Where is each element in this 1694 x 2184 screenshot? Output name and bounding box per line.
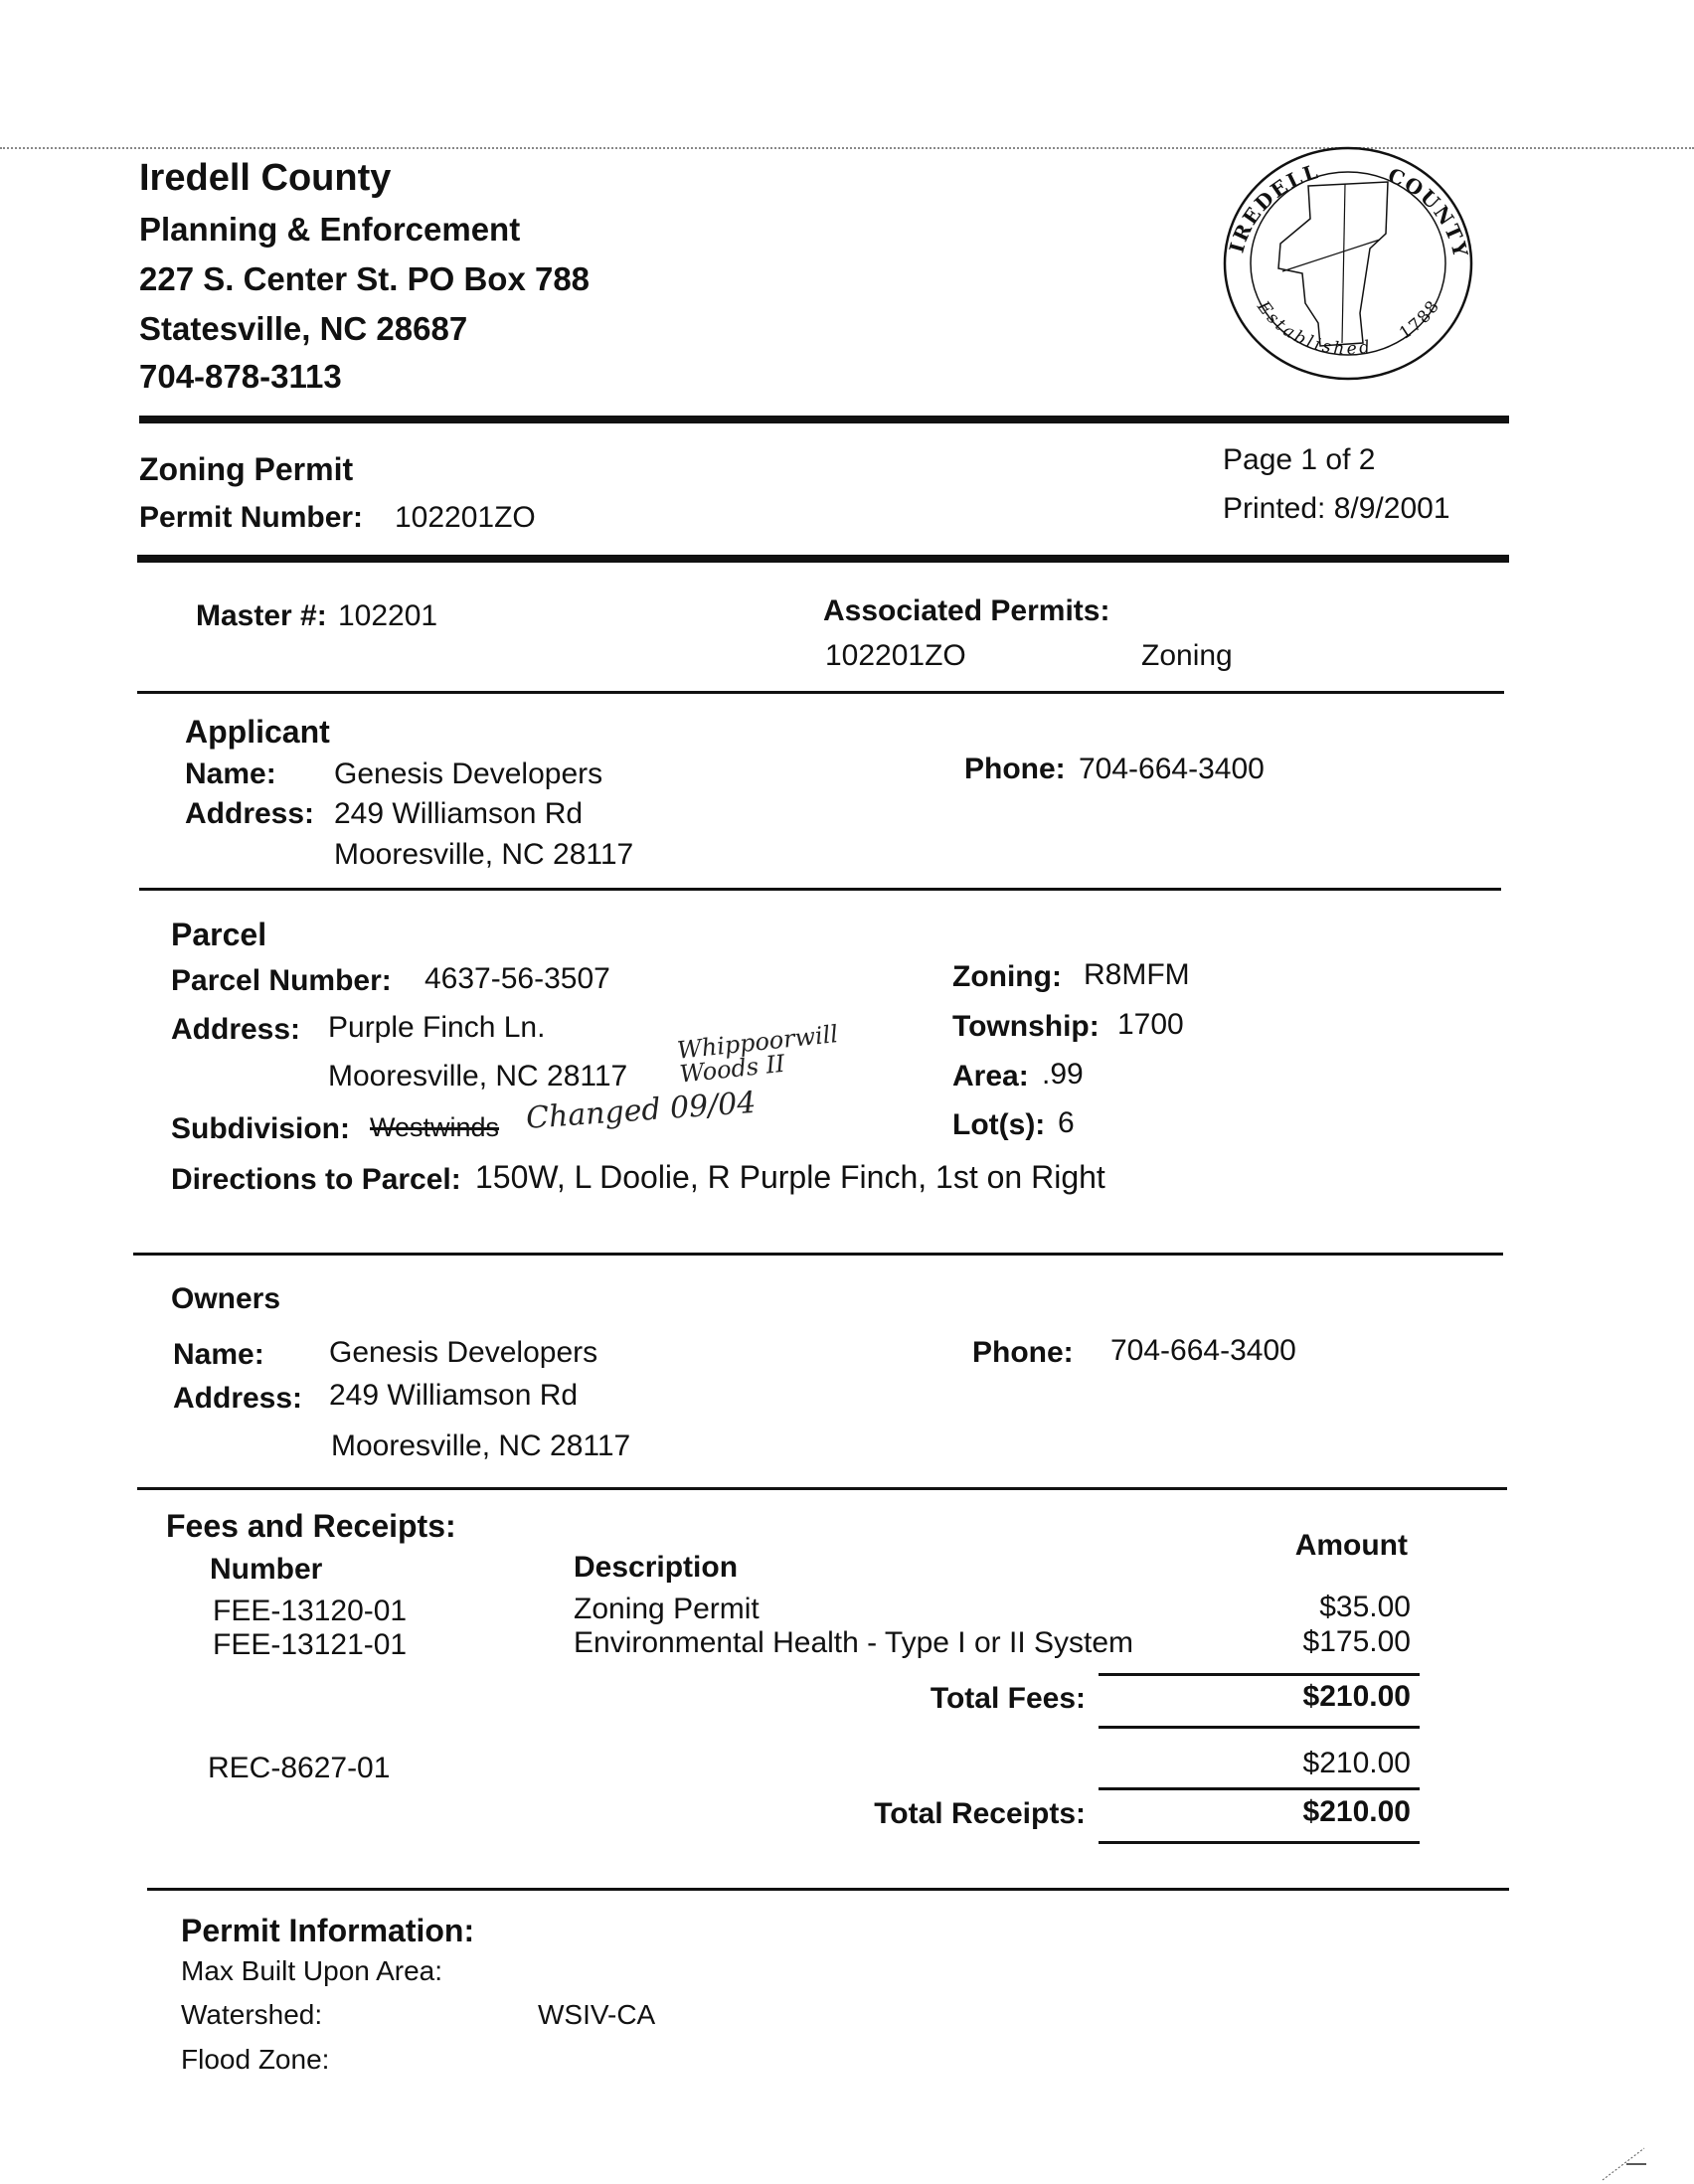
total-fees-label: Total Fees: [930, 1682, 1086, 1715]
agency-department: Planning & Enforcement [139, 211, 521, 248]
scan-corner-mark [1601, 2142, 1660, 2182]
associated-permit-type: Zoning [1141, 639, 1233, 672]
lots-label: Lot(s): [952, 1108, 1046, 1141]
svg-text:IREDELL: IREDELL [1224, 158, 1323, 255]
area-value: .99 [1042, 1058, 1084, 1091]
master-label: Master #: [196, 599, 327, 632]
fee-row-number: FEE-13121-01 [213, 1628, 408, 1661]
directions-label: Directions to Parcel: [171, 1163, 461, 1196]
applicant-phone-label: Phone: [964, 753, 1066, 785]
agency-name: Iredell County [139, 157, 392, 199]
owners-heading: Owners [171, 1282, 281, 1315]
parcel-number-label: Parcel Number: [171, 964, 392, 997]
applicant-name: Genesis Developers [334, 757, 603, 790]
parcel-address-line1: Purple Finch Ln. [328, 1011, 546, 1044]
svg-text:COUNTY: COUNTY [1384, 162, 1473, 261]
divider [137, 1487, 1507, 1490]
parcel-number: 4637-56-3507 [424, 962, 610, 995]
subdivision-struck: Westwinds [370, 1112, 500, 1142]
svg-text:1788: 1788 [1396, 295, 1444, 344]
fees-col-amount: Amount [1294, 1529, 1408, 1562]
total-receipts-label: Total Receipts: [874, 1797, 1086, 1830]
divider [137, 691, 1504, 694]
agency-city: Statesville, NC 28687 [139, 310, 468, 347]
owner-phone: 704-664-3400 [1110, 1334, 1296, 1367]
agency-street: 227 S. Center St. PO Box 788 [139, 260, 591, 297]
thick-divider [137, 555, 1509, 563]
master-number: 102201 [338, 599, 438, 632]
divider [139, 888, 1501, 891]
fees-col-number: Number [210, 1553, 323, 1586]
subdivision-label: Subdivision: [171, 1112, 350, 1145]
receipt-row-number: REC-8627-01 [208, 1752, 391, 1784]
permit-number: 102201ZO [395, 501, 536, 534]
owner-address-line1: 249 Williamson Rd [329, 1379, 579, 1412]
subtotal-rule [1099, 1787, 1420, 1790]
page-indicator: Page 1 of 2 [1223, 443, 1376, 476]
divider [147, 1888, 1509, 1891]
printed-date: Printed: 8/9/2001 [1223, 492, 1450, 525]
divider [133, 1253, 1503, 1256]
fees-col-description: Description [574, 1551, 739, 1584]
fees-heading: Fees and Receipts: [166, 1508, 456, 1544]
fee-row-amount: $35.00 [1319, 1591, 1411, 1623]
township-value: 1700 [1117, 1008, 1184, 1041]
subtotal-rule [1099, 1726, 1420, 1729]
permit-title: Zoning Permit [139, 451, 354, 487]
directions-value: 150W, L Doolie, R Purple Finch, 1st on Right [475, 1159, 1105, 1195]
area-label: Area: [952, 1060, 1029, 1092]
permit-info-heading: Permit Information: [181, 1913, 475, 1948]
svg-text:Established: Established [1253, 297, 1375, 360]
flood-zone-label: Flood Zone: [181, 2044, 330, 2075]
permit-number-label: Permit Number: [139, 501, 364, 534]
fee-row-number: FEE-13120-01 [213, 1595, 408, 1627]
zoning-label: Zoning: [952, 960, 1062, 993]
owner-name-label: Name: [173, 1338, 264, 1371]
owner-address-label: Address: [173, 1382, 303, 1415]
handwritten-subdivision-note: Whippoorwill Woods II [675, 1020, 840, 1089]
township-label: Township: [952, 1010, 1100, 1043]
associated-permit-number: 102201ZO [825, 639, 966, 672]
parcel-heading: Parcel [171, 917, 267, 952]
watershed-value: WSIV-CA [538, 1999, 656, 2030]
county-seal [1221, 144, 1475, 383]
agency-phone: 704-878-3113 [139, 358, 342, 395]
max-built-label: Max Built Upon Area: [181, 1955, 443, 1986]
parcel-address-label: Address: [171, 1013, 301, 1046]
owner-name: Genesis Developers [329, 1336, 598, 1369]
owner-phone-label: Phone: [972, 1336, 1074, 1369]
fee-row-description: Environmental Health - Type I or II System [574, 1626, 1134, 1659]
subtotal-rule [1099, 1673, 1420, 1676]
parcel-address-line2: Mooresville, NC 28117 [328, 1060, 628, 1092]
total-fees-value: $210.00 [1302, 1680, 1411, 1713]
fee-row-description: Zoning Permit [574, 1593, 760, 1625]
watershed-label: Watershed: [181, 1999, 323, 2030]
applicant-name-label: Name: [185, 757, 276, 790]
handwritten-change-note: Changed 09/04 [525, 1085, 758, 1136]
owner-address-line2: Mooresville, NC 28117 [331, 1429, 631, 1462]
lots-value: 6 [1058, 1106, 1075, 1139]
applicant-address-label: Address: [185, 797, 315, 830]
fee-row-amount: $175.00 [1302, 1625, 1411, 1658]
applicant-address-line1: 249 Williamson Rd [334, 797, 584, 830]
receipt-row-amount: $210.00 [1302, 1747, 1411, 1779]
zoning-value: R8MFM [1084, 958, 1190, 991]
thick-divider [139, 416, 1509, 423]
subtotal-rule [1099, 1841, 1420, 1844]
applicant-heading: Applicant [185, 714, 330, 750]
applicant-phone: 704-664-3400 [1079, 753, 1265, 785]
associated-permits-label: Associated Permits: [823, 594, 1110, 627]
applicant-address-line2: Mooresville, NC 28117 [334, 838, 634, 871]
total-receipts-value: $210.00 [1302, 1795, 1411, 1828]
